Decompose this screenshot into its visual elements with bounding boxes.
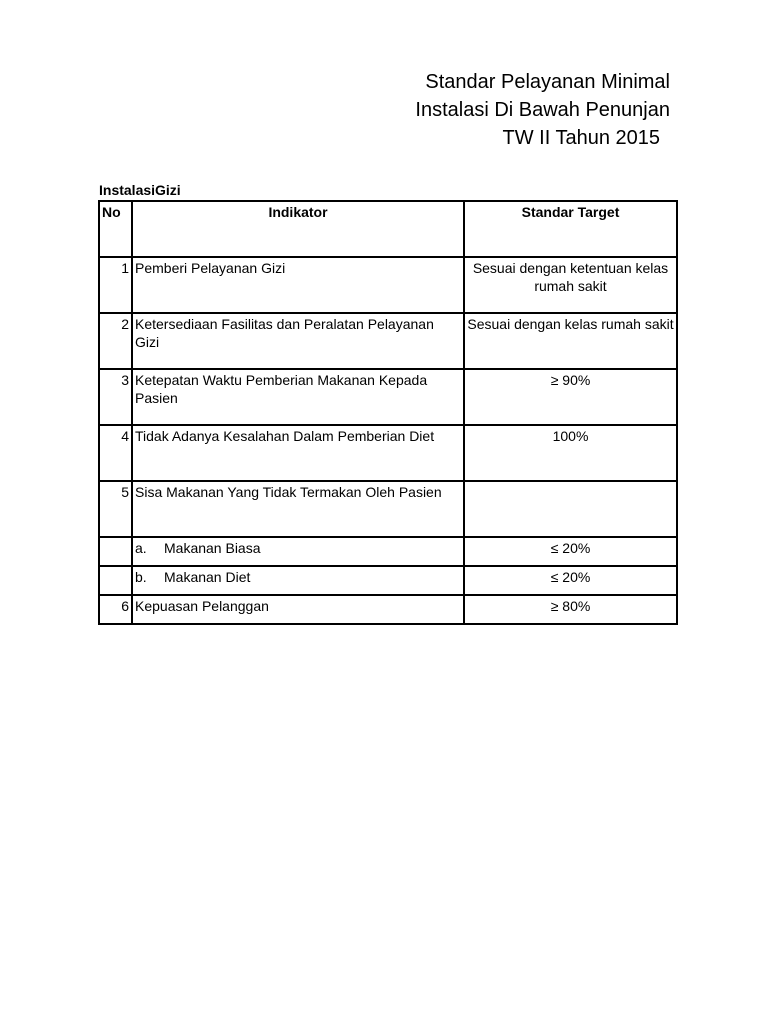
title-line-3: TW II Tahun 2015 bbox=[502, 127, 660, 149]
table-row bbox=[99, 313, 677, 369]
table-row bbox=[99, 425, 677, 481]
row-no: 2 bbox=[99, 313, 132, 369]
subrow-no bbox=[99, 537, 132, 566]
row-indikator: Ketepatan Waktu Pemberian Makanan Kepada Pasien bbox=[132, 369, 464, 425]
row-target: ≥ 80% bbox=[464, 595, 677, 624]
subrow-indikator bbox=[132, 566, 464, 595]
header-no: No bbox=[99, 201, 132, 257]
table-row bbox=[99, 257, 677, 313]
header-target: Standar Target bbox=[464, 201, 677, 257]
subrow-target: ≤ 20% bbox=[464, 537, 677, 566]
row-no: 6 bbox=[99, 595, 132, 624]
header-indikator: Indikator bbox=[132, 201, 464, 257]
row-indikator: Tidak Adanya Kesalahan Dalam Pemberian Diet bbox=[132, 425, 464, 481]
row-target: Sesuai dengan kelas rumah sakit bbox=[464, 313, 677, 369]
row-target bbox=[464, 481, 677, 537]
table-subrow bbox=[99, 566, 677, 595]
subrow-marker: a. bbox=[135, 540, 147, 556]
table-row bbox=[99, 369, 677, 425]
section-label: InstalasiGizi bbox=[99, 182, 181, 198]
row-indikator: Sisa Makanan Yang Tidak Termakan Oleh Pasien bbox=[132, 481, 464, 537]
subrow-label: Makanan Diet bbox=[164, 569, 251, 585]
row-target: Sesuai dengan ketentuan kelas rumah sakit bbox=[464, 257, 677, 313]
row-no: 5 bbox=[99, 481, 132, 537]
table-subrow bbox=[99, 537, 677, 566]
row-no: 1 bbox=[99, 257, 132, 313]
row-target: ≥ 90% bbox=[464, 369, 677, 425]
document-title bbox=[415, 68, 670, 152]
row-target: 100% bbox=[464, 425, 677, 481]
title-line-1: Standar Pelayanan Minimal bbox=[425, 71, 670, 93]
subrow-marker: b. bbox=[135, 569, 147, 585]
row-no: 4 bbox=[99, 425, 132, 481]
title-line-2: Instalasi Di Bawah Penunjan bbox=[415, 99, 670, 121]
row-no: 3 bbox=[99, 369, 132, 425]
row-indikator: Pemberi Pelayanan Gizi bbox=[132, 257, 464, 313]
subrow-no bbox=[99, 566, 132, 595]
table-header-row bbox=[99, 201, 677, 257]
table-row bbox=[99, 595, 677, 624]
row-indikator: Kepuasan Pelanggan bbox=[132, 595, 464, 624]
subrow-indikator bbox=[132, 537, 464, 566]
table-row bbox=[99, 481, 677, 537]
row-indikator: Ketersediaan Fasilitas dan Peralatan Pelayanan Gizi bbox=[132, 313, 464, 369]
spm-table bbox=[98, 200, 678, 625]
subrow-target: ≤ 20% bbox=[464, 566, 677, 595]
subrow-label: Makanan Biasa bbox=[164, 540, 261, 556]
